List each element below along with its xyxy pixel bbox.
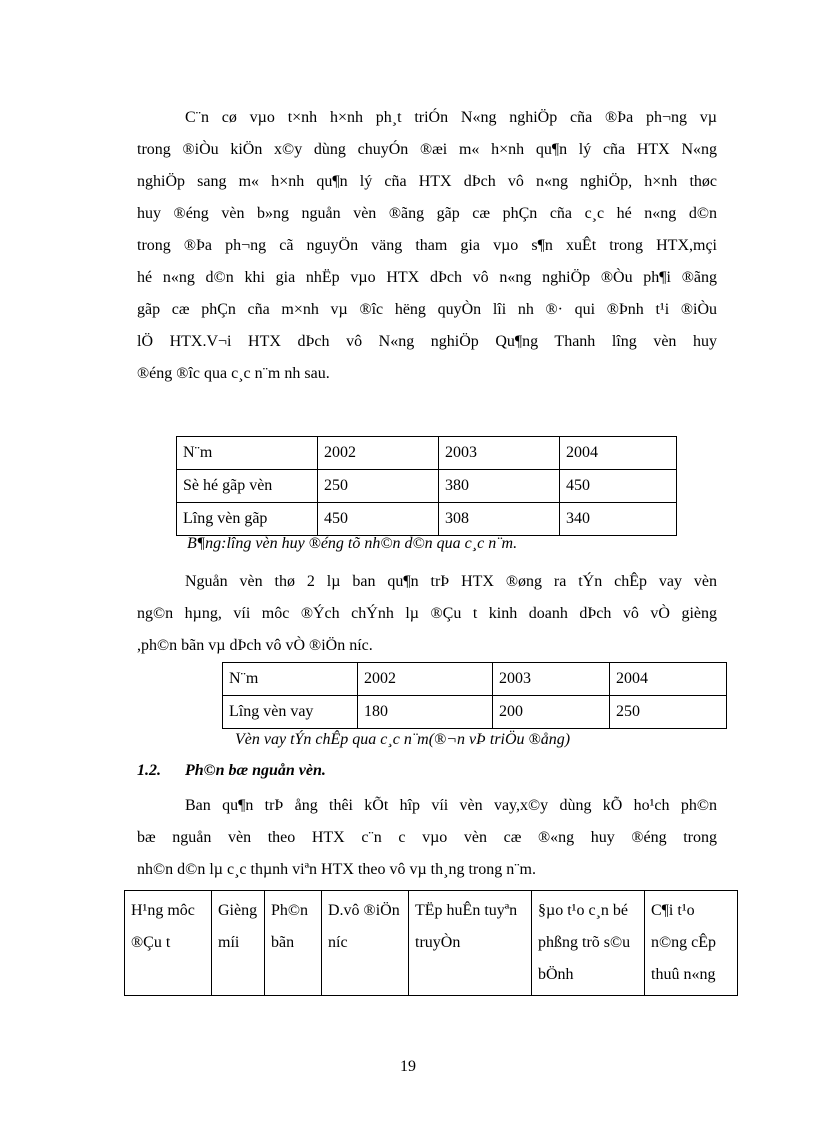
- text-line: [137, 262, 717, 294]
- table-cell: 2004: [610, 663, 727, 696]
- table-bank-loans-caption: Vèn vay tÝn chÊp qua c¸c n¨m(®¬n vÞ triÖu ®ång): [235, 731, 571, 748]
- table-header-cell: TËp huÊn tuyªn truyÒn: [409, 891, 532, 996]
- text-line: [137, 822, 717, 854]
- text-line-content: trong ®iÒu kiÖn x©y dùng chuyÓn ®æi m« h×nh qu¶n lý cña HTX N«ng: [137, 141, 717, 158]
- table-cell: 180: [358, 696, 493, 729]
- text-line-content: ng©n hµng, víi môc ®Ých chÝnh lµ ®Çu t kinh doanh dÞch vô vÒ gièng: [137, 605, 717, 622]
- paragraph-bank-loans: [137, 566, 717, 662]
- text-line-content: bæ nguån vèn theo HTX c¨n c vµo vèn cæ ®«ng huy ®éng trong: [137, 829, 717, 846]
- text-line: [137, 790, 717, 822]
- table-cell: 2002: [358, 663, 493, 696]
- text-line-content: Nguån vèn thø 2 lµ ban qu¶n trÞ HTX ®øng ra tÝn chÊp vay vèn: [185, 573, 717, 590]
- table-cell: Lîng vèn vay: [223, 696, 358, 729]
- text-line-content: lÖ HTX.V¬i HTX dÞch vô N«ng nghiÖp Qu¶ng Thanh lîng vèn huy: [137, 333, 717, 350]
- table-cell: Sè hé gãp vèn: [177, 470, 318, 503]
- text-line-content: huy ®éng vèn b»ng nguån vèn ®ãng gãp cæ phÇn cña c¸c hé n«ng d©n: [137, 205, 717, 222]
- text-line: [137, 854, 717, 886]
- table-cell: 2003: [493, 663, 610, 696]
- text-line-content: hé n«ng d©n khi gia nhËp vµo HTX dÞch vô n«ng nghiÖp ®Òu ph¶i ®ãng: [137, 269, 717, 286]
- table-cell: 450: [318, 503, 439, 536]
- table-cell: 2002: [318, 437, 439, 470]
- section-heading: [137, 762, 326, 780]
- text-line-content: ,ph©n bãn vµ dÞch vô vÒ ®iÖn níc.: [137, 637, 373, 654]
- text-line: [137, 102, 717, 134]
- paragraph-capital-allocation: [137, 790, 717, 886]
- text-line: [137, 630, 717, 662]
- table-cell: 250: [610, 696, 727, 729]
- text-line: [137, 198, 717, 230]
- table-header-cell: §µo t¹o c¸n bé phßng trõ s©u bÖnh: [532, 891, 645, 996]
- section-number: 1.2.: [137, 762, 161, 779]
- page-number: 19: [400, 1058, 416, 1075]
- text-line: [137, 598, 717, 630]
- table-member-contributions-caption: B¶ng:lîng vèn huy ®éng tõ nh©n d©n qua c¸c n¨m.: [187, 535, 518, 552]
- text-line-content: ®éng ®îc qua c¸c n¨m nh sau.: [137, 365, 330, 382]
- paragraph-capital-mobilization: [137, 102, 717, 390]
- table-cell: 2003: [439, 437, 560, 470]
- table-investment-items-header-row: [125, 891, 738, 996]
- text-line: [137, 166, 717, 198]
- table-cell: 450: [560, 470, 677, 503]
- section-title: Ph©n bæ nguån vèn.: [185, 762, 326, 779]
- table-header-cell: Ph©n bãn: [265, 891, 322, 996]
- table-row: [177, 437, 677, 470]
- text-line-content: C¨n cø vµo t×nh h×nh ph¸t triÓn N«ng nghiÖp cña ®Þa ph¬ng vµ: [185, 109, 717, 126]
- text-line-content: nghiÖp sang m« h×nh qu¶n lý cña HTX dÞch vô n«ng nghiÖp, h×nh thøc: [137, 173, 717, 190]
- table-cell: N¨m: [177, 437, 318, 470]
- table-member-contributions: [176, 436, 677, 536]
- table-row: [223, 663, 727, 696]
- table-cell: 308: [439, 503, 560, 536]
- text-line: [137, 566, 717, 598]
- text-line: [137, 230, 717, 262]
- table-cell: Lîng vèn gãp: [177, 503, 318, 536]
- table-row: [177, 503, 677, 536]
- text-line-content: gãp cæ phÇn cña m×nh vµ ®îc hëng quyÒn lîi nh ®· qui ®Þnh t¹i ®iÒu: [137, 301, 717, 318]
- text-line-content: nh©n d©n lµ c¸c thµnh viªn HTX theo vô vµ th¸ng trong n¨m.: [137, 861, 536, 878]
- table-row: [177, 470, 677, 503]
- table-header-cell: Gièng míi: [212, 891, 265, 996]
- text-line: [137, 134, 717, 166]
- table-cell: 380: [439, 470, 560, 503]
- table-cell: 340: [560, 503, 677, 536]
- table-bank-loans: [222, 662, 727, 729]
- table-cell: 2004: [560, 437, 677, 470]
- table-row: [223, 696, 727, 729]
- text-line: [137, 294, 717, 326]
- text-line: [137, 326, 717, 358]
- table-header-cell: H¹ng môc ®Çu t: [125, 891, 212, 996]
- table-cell: 250: [318, 470, 439, 503]
- table-cell: N¨m: [223, 663, 358, 696]
- table-cell: 200: [493, 696, 610, 729]
- table-header-cell: C¶i t¹o n©ng cÊp thuû n«ng: [645, 891, 738, 996]
- text-line-content: Ban qu¶n trÞ ång thêi kÕt hîp víi vèn vay,x©y dùng kÕ ho¹ch ph©n: [185, 797, 717, 814]
- text-line-content: trong ®Þa ph¬ng cã nguyÖn väng tham gia vµo s¶n xuÊt trong HTX,mçi: [137, 237, 717, 254]
- table-investment-items: [124, 890, 738, 996]
- text-line: [137, 358, 717, 390]
- table-header-cell: D.vô ®iÖn níc: [322, 891, 409, 996]
